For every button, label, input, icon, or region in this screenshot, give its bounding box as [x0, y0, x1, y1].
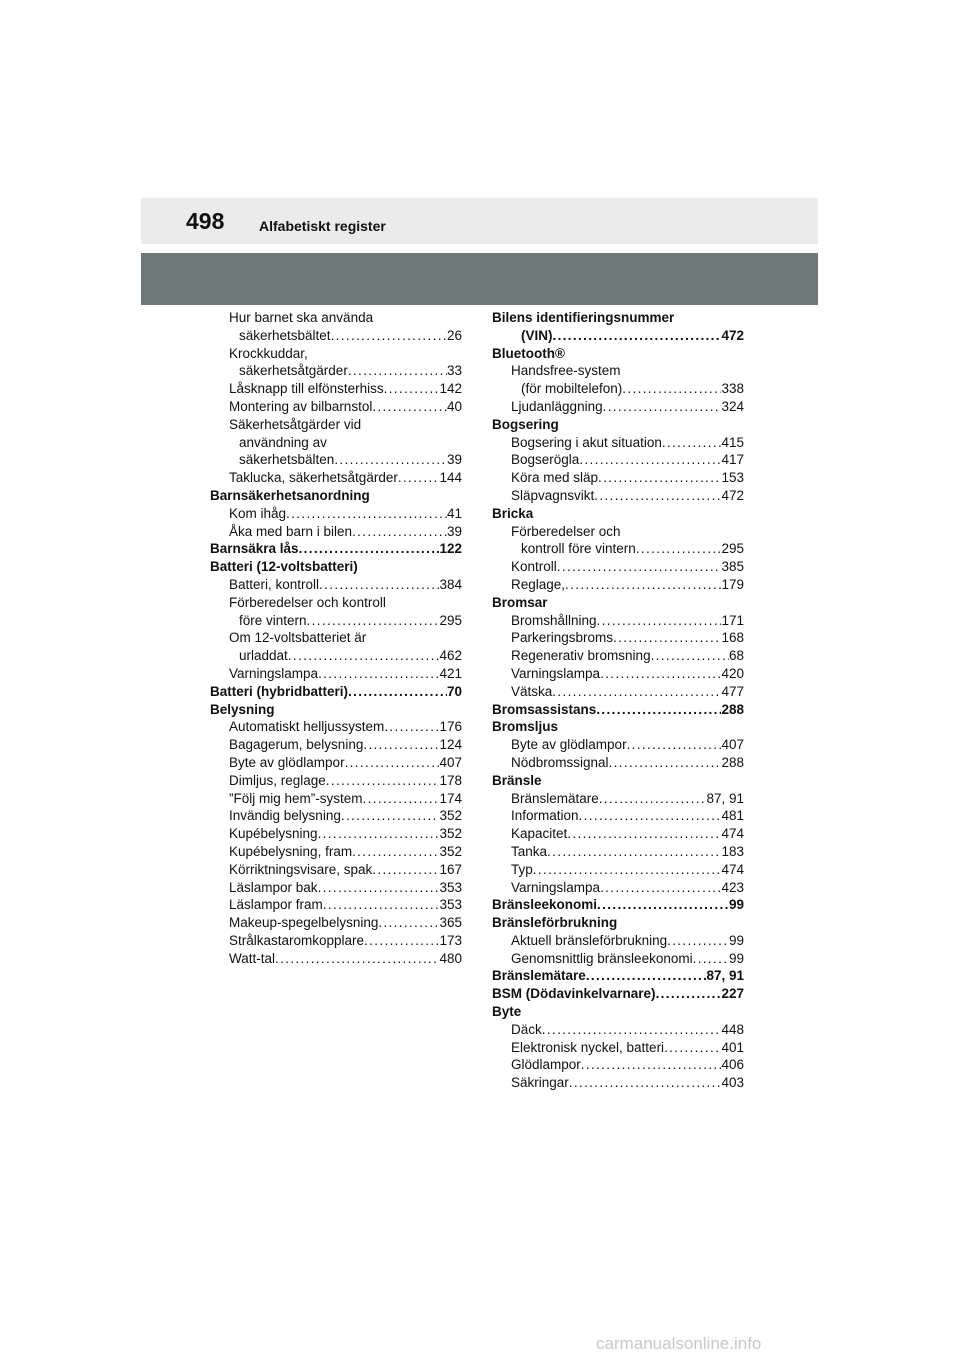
index-entry: [492, 932, 744, 950]
index-entry-page: 168: [721, 630, 744, 646]
index-entry: [210, 398, 462, 416]
index-entry-text: Batteri (hybridbatteri): [210, 683, 349, 699]
index-entry: [210, 914, 462, 932]
index-entry-page: 41: [446, 505, 462, 521]
index-entry: [492, 790, 744, 808]
index-entry: [492, 683, 744, 701]
dot-leader: [600, 665, 721, 683]
index-entry-page: 401: [721, 1039, 744, 1055]
index-entry-page: 68: [728, 648, 744, 664]
index-entry-text: Nödbromssignal: [511, 754, 609, 770]
dot-leader: [636, 540, 722, 558]
index-entry: [210, 612, 462, 630]
index-entry: [210, 451, 462, 469]
index-entry-text: Montering av bilbarnstol: [229, 398, 373, 414]
index-entry-text: Barnsäkerhetsanordning: [210, 487, 370, 503]
index-entry-text: Läslampor bak: [229, 879, 318, 895]
index-entry: [492, 967, 744, 985]
index-entry-page: 39: [446, 523, 462, 539]
index-entry-text: Elektronisk nyckel, batteri: [511, 1039, 665, 1055]
index-entry-text: Bricka: [492, 505, 534, 521]
dot-leader: [598, 469, 721, 487]
dot-leader: [667, 932, 729, 950]
index-entry-text: Vätska: [511, 683, 553, 699]
index-entry-page: 70: [446, 683, 462, 699]
index-entry-text: BSM (Dödavinkelvarnare): [492, 986, 656, 1002]
index-entry: [492, 879, 744, 897]
dot-leader: [552, 683, 721, 701]
index-entry: [492, 398, 744, 416]
dot-leader: [348, 362, 447, 380]
index-entry-text: Kontroll: [511, 559, 557, 575]
index-entry: [492, 807, 744, 825]
index-entry: [492, 345, 744, 363]
dot-leader: [613, 629, 721, 647]
index-entry-page: 472: [721, 327, 744, 343]
index-entry-page: 352: [439, 826, 462, 842]
dot-leader: [286, 505, 447, 523]
index-entry: [210, 629, 462, 647]
index-entry-page: 99: [728, 932, 744, 948]
dot-leader: [352, 523, 447, 541]
index-entry-page: 99: [728, 950, 744, 966]
dot-leader: [565, 576, 721, 594]
index-entry: [492, 540, 744, 558]
index-entry-text: Läslampor fram: [229, 897, 323, 913]
index-entry-text: Dimljus, reglage: [229, 772, 326, 788]
index-entry-page: 462: [439, 648, 462, 664]
index-entry: [492, 647, 744, 665]
index-entry-text: Kom ihåg: [229, 505, 287, 521]
dot-leader: [398, 469, 440, 487]
index-entry-text: Bränslemätare: [492, 968, 586, 984]
index-entry-text: Köra med släp: [511, 470, 599, 486]
index-entry: [492, 914, 744, 932]
dot-leader: [599, 790, 707, 808]
index-entry: [210, 309, 462, 327]
index-column-right: [492, 309, 744, 1092]
dot-leader: [299, 540, 440, 558]
watermark: carmanualsonline.info: [596, 1334, 762, 1353]
index-entry: [492, 754, 744, 772]
index-entry-text: Förberedelser och: [511, 523, 621, 539]
index-entry-text: Bilens identifieringsnummer: [492, 310, 675, 325]
header-title: Alfabetiskt register: [259, 218, 386, 234]
index-entry-text: Krockkuddar,: [229, 345, 308, 361]
index-entry: [210, 434, 462, 452]
index-entry-text: Bogsering i akut situation: [511, 434, 662, 450]
index-entry: [492, 736, 744, 754]
index-entry: [210, 345, 462, 363]
index-entry-page: 167: [439, 861, 462, 877]
index-entry-text: Bogserögla: [511, 452, 580, 468]
index-entry-text: Varningslampa: [511, 879, 601, 895]
dot-leader: [547, 843, 721, 861]
dot-leader: [288, 647, 440, 665]
index-entry: [210, 825, 462, 843]
index-entry-page: 352: [439, 808, 462, 824]
index-entry-text: Kupébelysning, fram: [229, 843, 353, 859]
dot-leader: [318, 665, 439, 683]
dot-leader: [372, 861, 439, 879]
index-entry: [492, 362, 744, 380]
dot-leader: [542, 1021, 722, 1039]
index-entry: [210, 736, 462, 754]
index-entry: [492, 505, 744, 523]
index-entry-text: Byte av glödlampor: [511, 737, 627, 753]
index-entry-text: Bagagerum, belysning: [229, 737, 364, 753]
index-entry-page: 33: [446, 363, 462, 379]
index-entry-text: Bromsar: [492, 594, 548, 610]
index-entry-page: 480: [439, 950, 462, 966]
index-entry: [492, 612, 744, 630]
index-entry: [492, 1021, 744, 1039]
dot-leader: [581, 1056, 722, 1074]
index-entry-page: 178: [439, 772, 462, 788]
index-entry-text: säkerhetsbälten: [239, 452, 335, 468]
index-entry-text: urladdat: [239, 648, 288, 664]
index-entry-page: 99: [728, 897, 744, 913]
index-entry-text: Förberedelser och kontroll: [229, 594, 386, 610]
dot-leader: [372, 398, 447, 416]
index-entry: [210, 701, 462, 719]
index-entry: [210, 505, 462, 523]
index-entry: [492, 772, 744, 790]
index-entry-page: 87, 91: [706, 790, 744, 806]
index-entry: [492, 1074, 744, 1092]
index-entry-text: Ljudanläggning: [511, 398, 603, 414]
index-entry-text: Kupébelysning: [229, 826, 318, 842]
index-entry-text: Automatiskt helljussystem: [229, 719, 385, 735]
dot-leader: [334, 451, 447, 469]
index-entry-page: 153: [721, 470, 744, 486]
dot-leader: [275, 950, 439, 968]
index-entry-page: 352: [439, 843, 462, 859]
dot-leader: [662, 434, 722, 452]
index-entry-text: kontroll före vintern: [521, 541, 636, 557]
index-entry-text: Invändig belysning: [229, 808, 341, 824]
dot-leader: [597, 612, 722, 630]
index-entry: [492, 469, 744, 487]
index-entry-page: 142: [439, 381, 462, 397]
index-entry-text: Batteri (12-voltsbatteri): [210, 559, 358, 575]
index-entry: [492, 416, 744, 434]
index-entry: [210, 558, 462, 576]
dot-leader: [594, 487, 721, 505]
index-entry: [210, 790, 462, 808]
index-entry: [492, 1039, 744, 1057]
index-entry: [210, 594, 462, 612]
index-entry-page: 365: [439, 915, 462, 931]
dot-leader: [569, 1074, 722, 1092]
index-entry: [492, 665, 744, 683]
index-entry-page: 403: [721, 1075, 744, 1091]
dot-leader: [567, 825, 721, 843]
index-entry-text: Batteri, kontroll: [229, 576, 320, 592]
dot-leader: [341, 807, 440, 825]
index-entry: [210, 718, 462, 736]
index-entry-page: 338: [721, 381, 744, 397]
section-band: [141, 253, 818, 305]
index-entry-page: 384: [439, 576, 462, 592]
dot-leader: [656, 985, 722, 1003]
dot-leader: [378, 914, 439, 932]
dot-leader: [323, 896, 440, 914]
index-entry: [492, 950, 744, 968]
index-entry: [210, 772, 462, 790]
index-entry: [210, 950, 462, 968]
dot-leader: [348, 683, 447, 701]
index-entry-text: Släpvagnsvikt: [511, 487, 595, 503]
index-entry-text: Regenerativ bromsning: [511, 648, 651, 664]
index-entry: [210, 540, 462, 558]
index-entry-text: Taklucka, säkerhetsåtgärder: [229, 470, 398, 486]
index-entry-page: 87, 91: [706, 968, 744, 984]
index-entry-text: Genomsnittlig bränsleekonomi: [511, 950, 693, 966]
index-entry-page: 39: [446, 452, 462, 468]
index-entry: [492, 451, 744, 469]
index-entry: [492, 434, 744, 452]
index-entry: [210, 469, 462, 487]
index-entry-text: ”Följ mig hem”-system: [229, 790, 363, 806]
index-entry-text: Watt-tal: [229, 950, 276, 966]
index-entry: [492, 558, 744, 576]
index-entry-text: Bromshållning: [511, 612, 597, 628]
index-entry: [210, 327, 462, 345]
index-entry-page: 173: [439, 932, 462, 948]
dot-leader: [557, 558, 722, 576]
dot-leader: [693, 950, 729, 968]
index-entry-page: 288: [721, 754, 744, 770]
index-entry-text: Kapacitet: [511, 826, 568, 842]
index-entry-text: Däck: [511, 1021, 542, 1037]
index-entry-text: Bränslemätare: [511, 790, 599, 806]
index-entry-text: Strålkastaromkopplare: [229, 932, 365, 948]
dot-leader: [384, 718, 439, 736]
dot-leader: [553, 327, 722, 345]
index-column-left: [210, 309, 462, 967]
index-entry-text: (för mobiltelefon): [521, 381, 623, 397]
index-entry-page: 295: [439, 612, 462, 628]
index-entry-text: före vintern: [239, 612, 307, 628]
dot-leader: [664, 1039, 721, 1057]
index-entry: [492, 825, 744, 843]
index-entry: [492, 701, 744, 719]
dot-leader: [600, 879, 721, 897]
index-entry: [210, 647, 462, 665]
dot-leader: [318, 879, 440, 897]
index-entry-text: Bromsassistans: [492, 701, 597, 717]
index-entry-text: Byte: [492, 1004, 522, 1020]
index-entry-text: Belysning: [210, 701, 275, 717]
dot-leader: [331, 327, 447, 345]
index-entry-page: 144: [439, 470, 462, 486]
index-entry: [210, 879, 462, 897]
index-entry-text: Makeup-spegelbelysning: [229, 915, 379, 931]
dot-leader: [326, 772, 440, 790]
index-entry-text: Byte av glödlampor: [229, 754, 345, 770]
index-entry-text: Handsfree-system: [511, 363, 621, 379]
index-entry: [492, 718, 744, 736]
index-entry: [210, 523, 462, 541]
index-entry: [492, 576, 744, 594]
dot-leader: [307, 612, 440, 630]
index-entry-text: Hur barnet ska använda: [229, 310, 374, 325]
index-entry-page: 385: [721, 559, 744, 575]
index-entry-text: säkerhetsbältet: [239, 327, 331, 343]
index-entry-page: 171: [721, 612, 744, 628]
index-entry: [492, 487, 744, 505]
index-entry: [210, 665, 462, 683]
index-entry-page: 407: [439, 754, 462, 770]
index-entry-text: Om 12-voltsbatteriet är: [229, 630, 367, 646]
index-entry-text: Bromsljus: [492, 719, 559, 735]
index-entry-text: Låsknapp till elfönsterhiss: [229, 381, 384, 397]
index-entry: [210, 380, 462, 398]
index-entry-text: Varningslampa: [511, 665, 601, 681]
page-number: 498: [186, 208, 225, 234]
index-entry: [210, 576, 462, 594]
dot-leader: [596, 701, 721, 719]
index-entry: [210, 843, 462, 861]
index-entry-page: 407: [721, 737, 744, 753]
dot-leader: [364, 932, 439, 950]
dot-leader: [651, 647, 729, 665]
index-entry: [492, 523, 744, 541]
index-entry-text: Säkringar: [511, 1075, 569, 1091]
index-entry-text: Varningslampa: [229, 665, 319, 681]
index-entry-page: 481: [721, 808, 744, 824]
index-entry-page: 183: [721, 843, 744, 859]
index-entry-text: Parkeringsbroms: [511, 630, 614, 646]
dot-leader: [622, 380, 721, 398]
index-entry-page: 420: [721, 665, 744, 681]
index-entry: [210, 807, 462, 825]
index-entry-text: Tanka: [511, 843, 548, 859]
index-entry: [210, 683, 462, 701]
index-entry-page: 415: [721, 434, 744, 450]
index-entry-text: Körriktningsvisare, spak: [229, 861, 373, 877]
index-entry-text: Typ: [511, 861, 533, 877]
index-entry-page: 406: [721, 1057, 744, 1073]
index-entry-text: Barnsäkra lås: [210, 541, 299, 557]
index-entry-text: säkerhetsåtgärder: [239, 363, 348, 379]
index-entry: [492, 309, 744, 327]
index-entry-text: Reglage,: [511, 576, 566, 592]
dot-leader: [597, 896, 729, 914]
index-entry-page: 174: [439, 790, 462, 806]
dot-leader: [363, 790, 440, 808]
index-entry-page: 26: [446, 327, 462, 343]
dot-leader: [319, 576, 439, 594]
index-entry: [492, 843, 744, 861]
dot-leader: [533, 861, 722, 879]
dot-leader: [609, 754, 722, 772]
dot-leader: [603, 398, 722, 416]
dot-leader: [345, 754, 440, 772]
index-entry: [210, 932, 462, 950]
dot-leader: [363, 736, 439, 754]
index-entry: [492, 327, 744, 345]
index-entry-text: användning av: [239, 434, 327, 450]
dot-leader: [586, 967, 707, 985]
index-entry: [210, 416, 462, 434]
index-entry: [492, 594, 744, 612]
index-entry: [210, 362, 462, 380]
index-entry-page: 40: [446, 398, 462, 414]
index-entry-page: 417: [721, 452, 744, 468]
dot-leader: [318, 825, 440, 843]
index-entry: [492, 985, 744, 1003]
index-entry-page: 227: [721, 986, 744, 1002]
index-entry-page: 176: [439, 719, 462, 735]
index-entry-text: Bogsering: [492, 416, 559, 432]
index-entry-text: Information: [511, 808, 579, 824]
index-entry: [492, 380, 744, 398]
index-entry: [210, 896, 462, 914]
index-entry: [492, 629, 744, 647]
index-entry-page: 179: [721, 576, 744, 592]
index-entry-page: 295: [721, 541, 744, 557]
index-entry-text: Bränsle: [492, 772, 542, 788]
index-entry-text: Glödlampor: [511, 1057, 581, 1073]
index-entry-text: Bränsleekonomi: [492, 897, 598, 913]
index-entry-page: 124: [439, 737, 462, 753]
dot-leader: [384, 380, 440, 398]
header-bar: [141, 198, 818, 244]
index-entry: [210, 487, 462, 505]
index-entry: [492, 1003, 744, 1021]
index-entry-page: 474: [721, 861, 744, 877]
index-entry: [210, 861, 462, 879]
dot-leader: [579, 807, 722, 825]
index-entry-page: 474: [721, 826, 744, 842]
index-entry-page: 324: [721, 398, 744, 414]
index-entry-text: (VIN): [521, 327, 553, 343]
index-entry-page: 448: [721, 1021, 744, 1037]
index-entry-text: Bränsleförbrukning: [492, 915, 618, 931]
index-entry: [492, 896, 744, 914]
dot-leader: [352, 843, 439, 861]
index-entry-text: Aktuell bränsleförbrukning: [511, 932, 668, 948]
index-entry-page: 122: [439, 541, 462, 557]
dot-leader: [579, 451, 721, 469]
index-entry: [492, 1056, 744, 1074]
dot-leader: [627, 736, 722, 754]
index-entry-page: 353: [439, 897, 462, 913]
index-entry-text: Säkerhetsåtgärder vid: [229, 416, 362, 432]
index-entry-text: Bluetooth®: [492, 345, 565, 361]
index-entry-page: 477: [721, 683, 744, 699]
index-entry-page: 472: [721, 487, 744, 503]
index-entry: [210, 754, 462, 772]
index-entry-page: 288: [721, 701, 744, 717]
index-entry-page: 353: [439, 879, 462, 895]
index-entry-page: 421: [439, 665, 462, 681]
index-entry-text: Åka med barn i bilen: [229, 523, 353, 539]
index-entry-page: 423: [721, 879, 744, 895]
index-entry: [492, 861, 744, 879]
